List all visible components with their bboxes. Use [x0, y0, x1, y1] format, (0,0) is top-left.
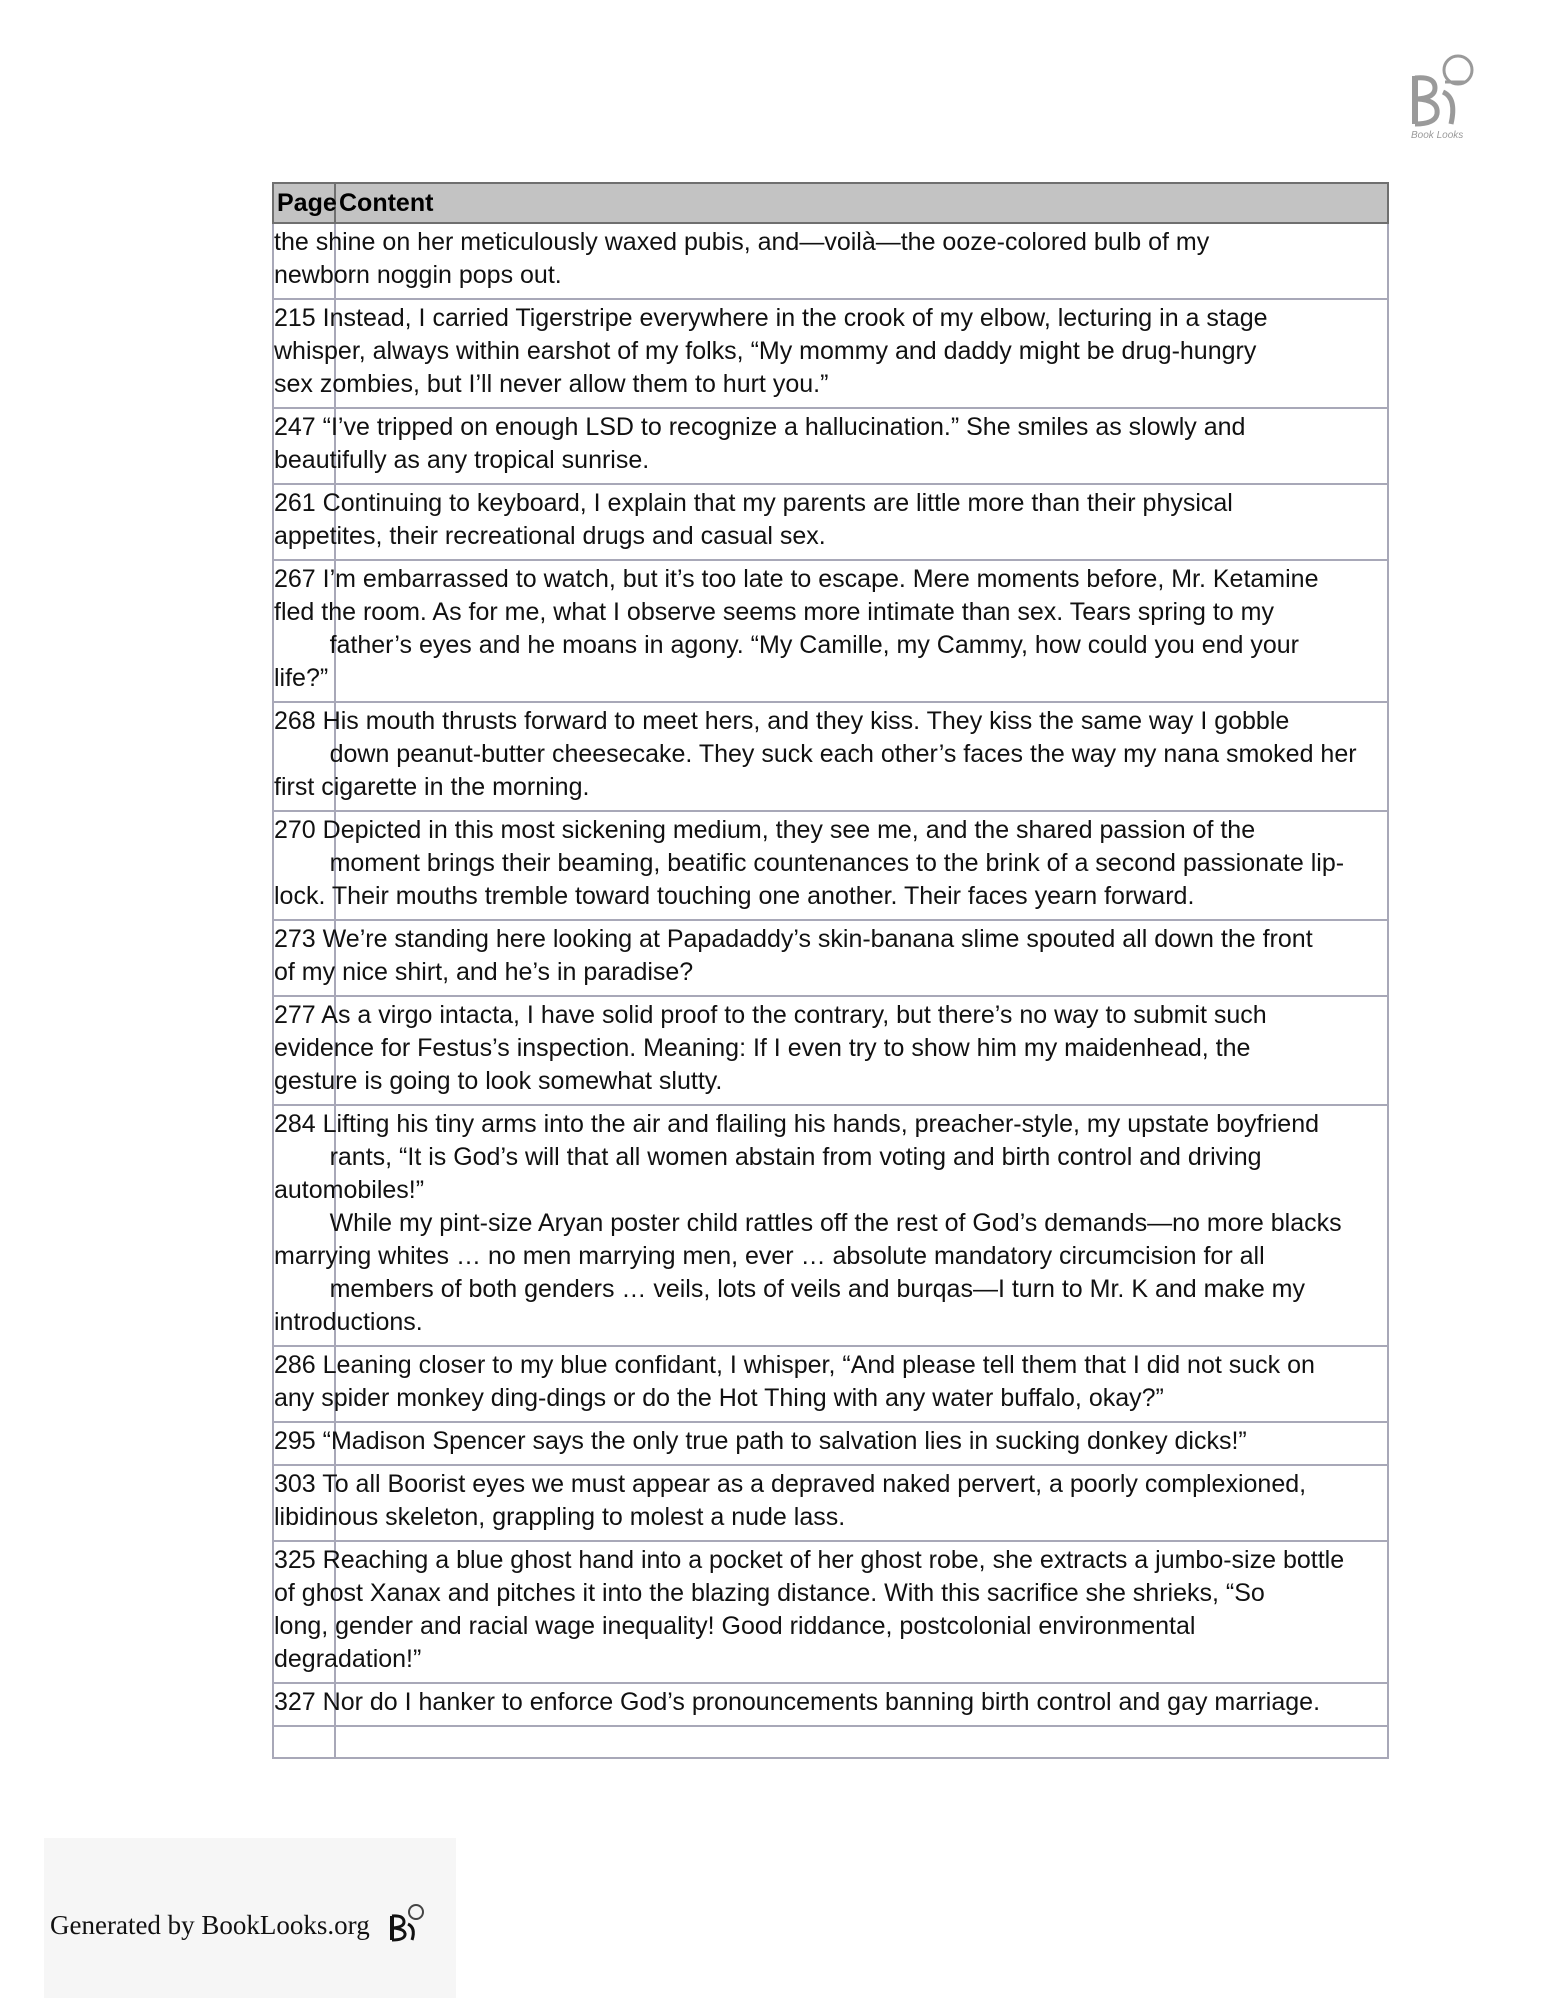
table-row [273, 1541, 1388, 1683]
table-row [273, 920, 1388, 996]
table-row-empty [273, 1726, 1388, 1758]
row-text: 303 To all Boorist eyes we must appear as a depraved naked pervert, a poorly complexioned, libidinous skeleton, grappling to molest a nude lass. [274, 1470, 1307, 1531]
generated-by-badge [44, 1838, 456, 1998]
row-text: 286 Leaning closer to my blue confidant, I whisper, “And please tell them that I did not suck on any spider monkey ding-dings or do the Hot Thing with any water buffalo, okay?” [274, 1351, 1315, 1412]
table-row [273, 408, 1388, 484]
logo-caption: Book Looks [1411, 130, 1464, 141]
row-text: 268 His mouth thrusts forward to meet hers, and they kiss. They kiss the same way I gobble down peanut-butter cheesecake. They suck each other’s faces the way my nana smoked her first cigarette in the morning. [274, 707, 1357, 801]
row-text: the shine on her meticulously waxed pubis, and—voilà—the ooze-colored bulb of my newborn noggin pops out. [274, 228, 1210, 289]
row-text: 327 Nor do I hanker to enforce God’s pronouncements banning birth control and gay marriage. [274, 1688, 1321, 1716]
row-text: 215 Instead, I carried Tigerstripe everywhere in the crook of my elbow, lecturing in a stage whisper, always within earshot of my folks, “My mommy and daddy might be drug-hungry sex zombies, but I’ll never allow them to hurt you.” [274, 304, 1268, 398]
row-text: 247 “I’ve tripped on enough LSD to recognize a hallucination.” She smiles as slowly and beautifully as any tropical sunrise. [274, 413, 1246, 474]
table-row [273, 560, 1388, 702]
table-row [273, 1346, 1388, 1422]
table-row [273, 1683, 1388, 1726]
row-text: 273 We’re standing here looking at Papadaddy’s skin-banana slime spouted all down the front of my nice shirt, and he’s in paradise? [274, 925, 1313, 986]
table-row [273, 223, 1388, 299]
header-content: Content [335, 183, 1388, 223]
row-text: 267 I’m embarrassed to watch, but it’s too late to escape. Mere moments before, Mr. Ketamine fled the room. As for me, what I observe seems more intimate than sex. Tears spring to my father’s eyes and he moans in agony. “My Camille, my Cammy, how could you end your life?” [274, 565, 1319, 692]
row-text: 284 Lifting his tiny arms into the air and flailing his hands, preacher-style, my upstate boyfriend rants, “It is God’s will that all women abstain from voting and birth control and driving automobiles!” While my pint-size Aryan poster child rattles off the rest of God’s demands—no more blacks marrying whites … no men marrying men, ever … absolute mandatory circumcision for all members of both genders … veils, lots of veils and burqas—I turn to Mr. K and make my introductions. [274, 1110, 1342, 1336]
table-row [273, 996, 1388, 1105]
booklooks-logo [1395, 52, 1485, 142]
table-row [273, 1105, 1388, 1346]
generated-by-text: Generated by BookLooks.org [50, 1910, 370, 1940]
booklooks-logo-icon [1395, 52, 1485, 142]
table-row [273, 299, 1388, 408]
table-header-row [273, 183, 1388, 223]
content-table [272, 182, 1389, 1759]
table-row [273, 1465, 1388, 1541]
row-text: 325 Reaching a blue ghost hand into a pocket of her ghost robe, she extracts a jumbo-size bottle of ghost Xanax and pitches it into the blazing distance. With this sacrifice she shrieks, “So long, gender and racial wage inequality! Good riddance, postcolonial environmental degradation!” [274, 1546, 1345, 1673]
row-text: 295 “Madison Spencer says the only true path to salvation lies in sucking donkey dicks!” [274, 1427, 1247, 1455]
table-row [273, 811, 1388, 920]
header-page: Page [273, 183, 335, 223]
booklooks-logo-icon [384, 1902, 428, 1946]
table-row [273, 484, 1388, 560]
content-table-wrapper [272, 182, 1387, 1759]
row-text: 261 Continuing to keyboard, I explain that my parents are little more than their physical appetites, their recreational drugs and casual sex. [274, 489, 1233, 550]
table-row [273, 702, 1388, 811]
table-row [273, 1422, 1388, 1465]
row-text: 270 Depicted in this most sickening medium, they see me, and the shared passion of the moment brings their beaming, beatific countenances to the brink of a second passionate lip- lock. Their mouths tremble toward touching one another. Their faces yearn forward. [274, 816, 1345, 910]
row-text: 277 As a virgo intacta, I have solid proof to the contrary, but there’s no way to submit such evidence for Festus’s inspection. Meaning: If I even try to show him my maidenhead, the gesture is going to look somewhat slutty. [274, 1001, 1267, 1095]
